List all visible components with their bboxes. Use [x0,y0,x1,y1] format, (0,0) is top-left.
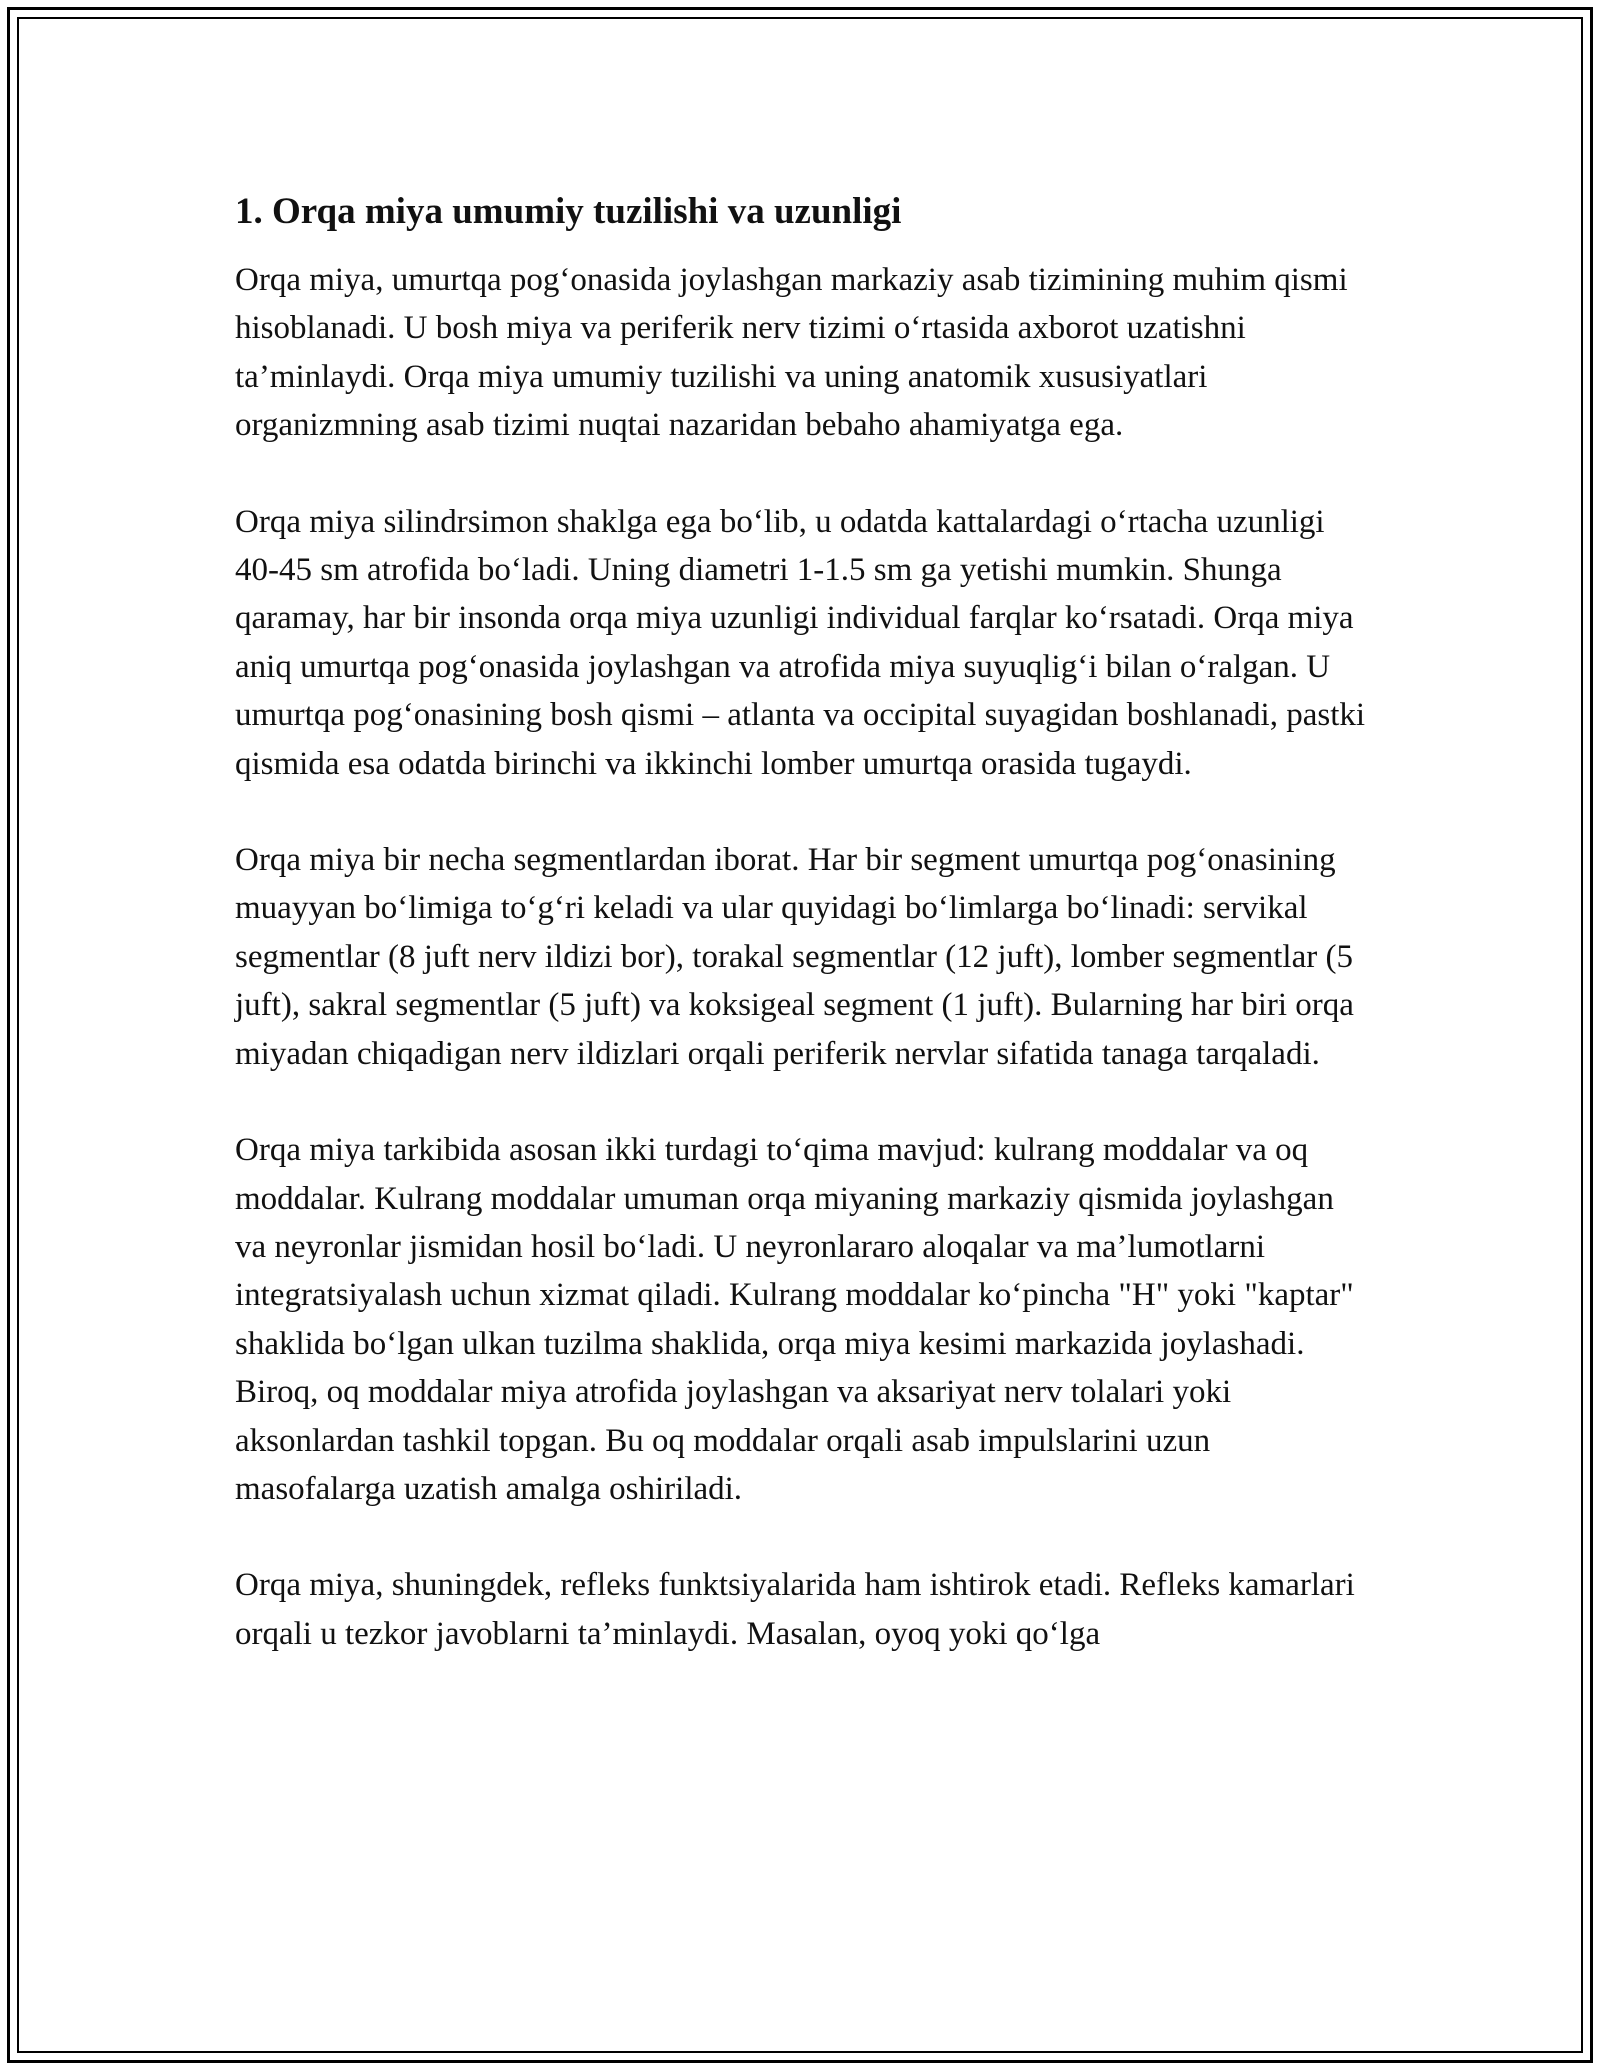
paragraph-3: Orqa miya bir necha segmentlardan iborat. Har bir segment umurtqa pog‘onasining muayyan bo‘limiga to‘g‘ri keladi va ular quyidagi bo‘limlarga bo‘linadi: servikal segmentlar (8 juft nerv ildizi bor), torakal segmentlar (12 juft), lomber segmentlar (5 juft), sakral segmentlar (5 juft) va koksigeal segment (1 juft). Bularning har biri orqa miyadan chiqadigan nerv ildizlari orqali periferik nervlar sifatida tanaga tarqaladi. [235,842,1354,1072]
paragraph-5: Orqa miya, shuningdek, refleks funktsiyalarida ham ishtirok etadi. Refleks kamarlari orqali u tezkor javoblarni ta’minlaydi. Masalan, oyoq yoki qo‘lga [235,1567,1355,1652]
paragraph-2: Orqa miya silindrsimon shaklga ega bo‘lib, u odatda kattalardagi o‘rtacha uzunligi 40-45 sm atrofida bo‘ladi. Uning diametri 1-1.5 sm ga yetishi mumkin. Shunga qaramay, har bir insonda orqa miya uzunligi individual farqlar ko‘rsatadi. Orqa miya aniq umurtqa pog‘onasida joylashgan va atrofida miya suyuqlig‘i bilan o‘ralgan. U umurtqa pog‘onasining bosh qismi – atlanta va occipital suyagidan boshlanadi, pastki qismida esa odatda birinchi va ikkinchi lomber umurtqa orasida tugaydi. [235,503,1366,782]
paragraph-1: Orqa miya, umurtqa pog‘onasida joylashgan markaziy asab tizimining muhim qismi hisoblanadi. U bosh miya va periferik nerv tizimi o‘rtasida axborot uzatishni ta’minlaydi. Orqa miya umumiy tuzilishi va uning anatomik xususiyatlari organizmning asab tizimi nuqtai nazaridan bebaho ahamiyatga ega. [235,262,1348,444]
document-body [235,188,1370,1706]
paragraph-4: Orqa miya tarkibida asosan ikki turdagi to‘qima mavjud: kulrang moddalar va oq moddalar. Kulrang moddalar umuman orqa miyaning markaziy qismida joylashgan va neyronlar jismidan hosil bo‘ladi. U neyronlararo aloqalar va ma’lumotlarni integratsiyalash uchun xizmat qiladi. Kulrang moddalar ko‘pincha "H" yoki "kaptar" shaklida bo‘lgan ulkan tuzilma shaklida, orqa miya kesimi markazida joylashadi. Biroq, oq moddalar miya atrofida joylashgan va aksariyat nerv tolalari yoki aksonlardan tashkil topgan. Bu oq moddalar orqali asab impulslarini uzun masofalarga uzatish amalga oshiriladi. [235,1132,1354,1507]
section-heading: 1. Orqa miya umumiy tuzilishi va uzunligi [235,191,902,232]
